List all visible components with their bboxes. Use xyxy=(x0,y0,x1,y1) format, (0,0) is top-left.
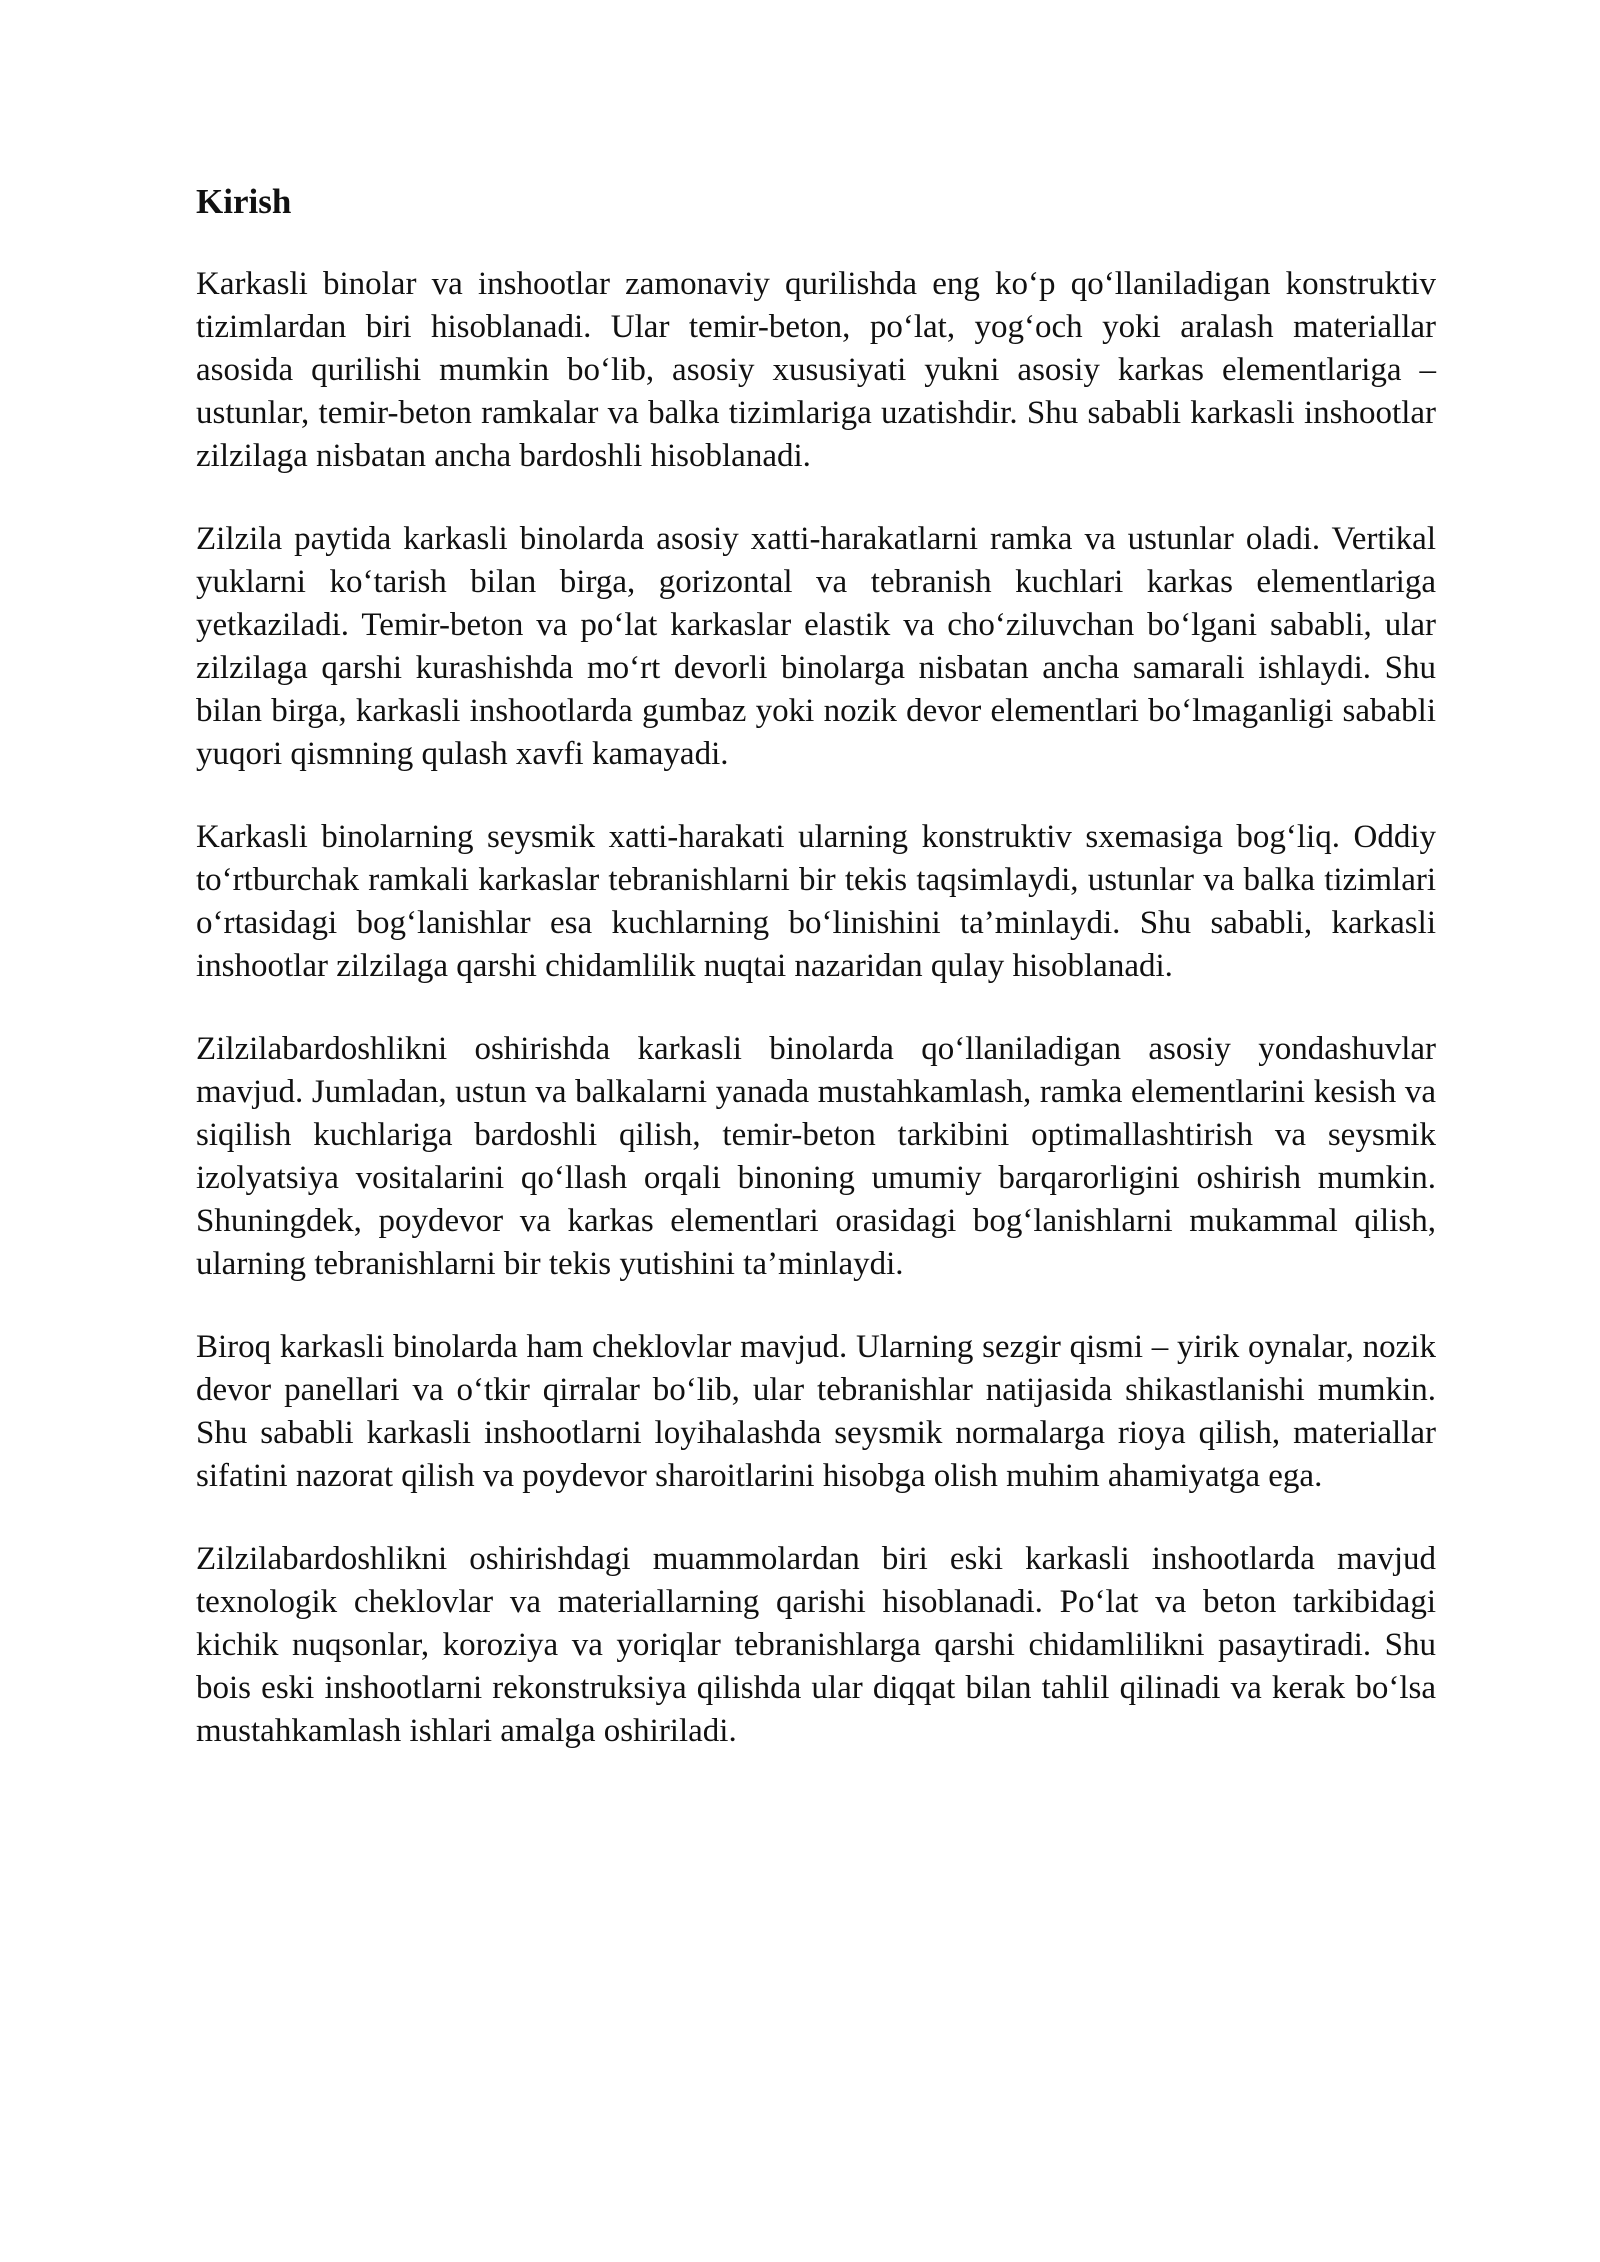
paragraph-5: Biroq karkasli binolarda ham cheklovlar mavjud. Ularning sezgir qismi – yirik oynalar, nozik devor panellari va o‘tkir qirralar bo‘lib, ular tebranishlar natijasida shikastlanishi mumkin. Shu sababli karkasli inshootlarni loyihalashda seysmik normalarga rioya qilish, materiallar sifatini nazorat qilish va poydevor sharoitlarini hisobga olish muhim ahamiyatga ega. xyxy=(196,1329,1436,1494)
paragraph-4: Zilzilabardoshlikni oshirishda karkasli binolarda qo‘llaniladigan asosiy yondashuvlar mavjud. Jumladan, ustun va balkalarni yanada mustahkamlash, ramka elementlarini kesish va siqilish kuchlariga bardoshli qilish, temir-beton tarkibini optimallashtirish va seysmik izolyatsiya vositalarini qo‘llash orqali binoning umumiy barqarorligini oshirish mumkin. Shuningdek, poydevor va karkas elementlari orasidagi bog‘lanishlarni mukammal qilish, ularning tebranishlarni bir tekis yutishini ta’minlaydi. xyxy=(196,1031,1436,1282)
paragraph-3: Karkasli binolarning seysmik xatti-harakati ularning konstruktiv sxemasiga bog‘liq. Oddiy to‘rtburchak ramkali karkaslar tebranishlarni bir tekis taqsimlaydi, ustunlar va balka tizimlari o‘rtasidagi bog‘lanishlar esa kuchlarning bo‘linishini ta’minlaydi. Shu sababli, karkasli inshootlar zilzilaga qarshi chidamlilik nuqtai nazaridan qulay hisoblanadi. xyxy=(196,819,1436,984)
paragraph-2: Zilzila paytida karkasli binolarda asosiy xatti-harakatlarni ramka va ustunlar oladi. Vertikal yuklarni ko‘tarish bilan birga, gorizontal va tebranish kuchlari karkas elementlariga yetkaziladi. Temir-beton va po‘lat karkaslar elastik va cho‘ziluvchan bo‘lgani sababli, ular zilzilaga qarshi kurashishda mo‘rt devorli binolarga nisbatan ancha samarali ishlaydi. Shu bilan birga, karkasli inshootlarda gumbaz yoki nozik devor elementlari bo‘lmaganligi sababli yuqori qismning qulash xavfi kamayadi. xyxy=(196,521,1436,772)
document-page xyxy=(196,180,1436,1793)
paragraph-6: Zilzilabardoshlikni oshirishdagi muammolardan biri eski karkasli inshootlarda mavjud texnologik cheklovlar va materiallarning qarishi hisoblanadi. Po‘lat va beton tarkibidagi kichik nuqsonlar, koroziya va yoriqlar tebranishlarga qarshi chidamlilikni pasaytiradi. Shu bois eski inshootlarni rekonstruksiya qilishda ular diqqat bilan tahlil qilinadi va kerak bo‘lsa mustahkamlash ishlari amalga oshiriladi. xyxy=(196,1541,1436,1749)
section-heading: Kirish xyxy=(196,182,292,221)
paragraph-1: Karkasli binolar va inshootlar zamonaviy qurilishda eng ko‘p qo‘llaniladigan konstruktiv tizimlardan biri hisoblanadi. Ular temir-beton, po‘lat, yog‘och yoki aralash materiallar asosida qurilishi mumkin bo‘lib, asosiy xususiyati yukni asosiy karkas elementlariga – ustunlar, temir-beton ramkalar va balka tizimlariga uzatishdir. Shu sababli karkasli inshootlar zilzilaga nisbatan ancha bardoshli hisoblanadi. xyxy=(196,266,1436,474)
